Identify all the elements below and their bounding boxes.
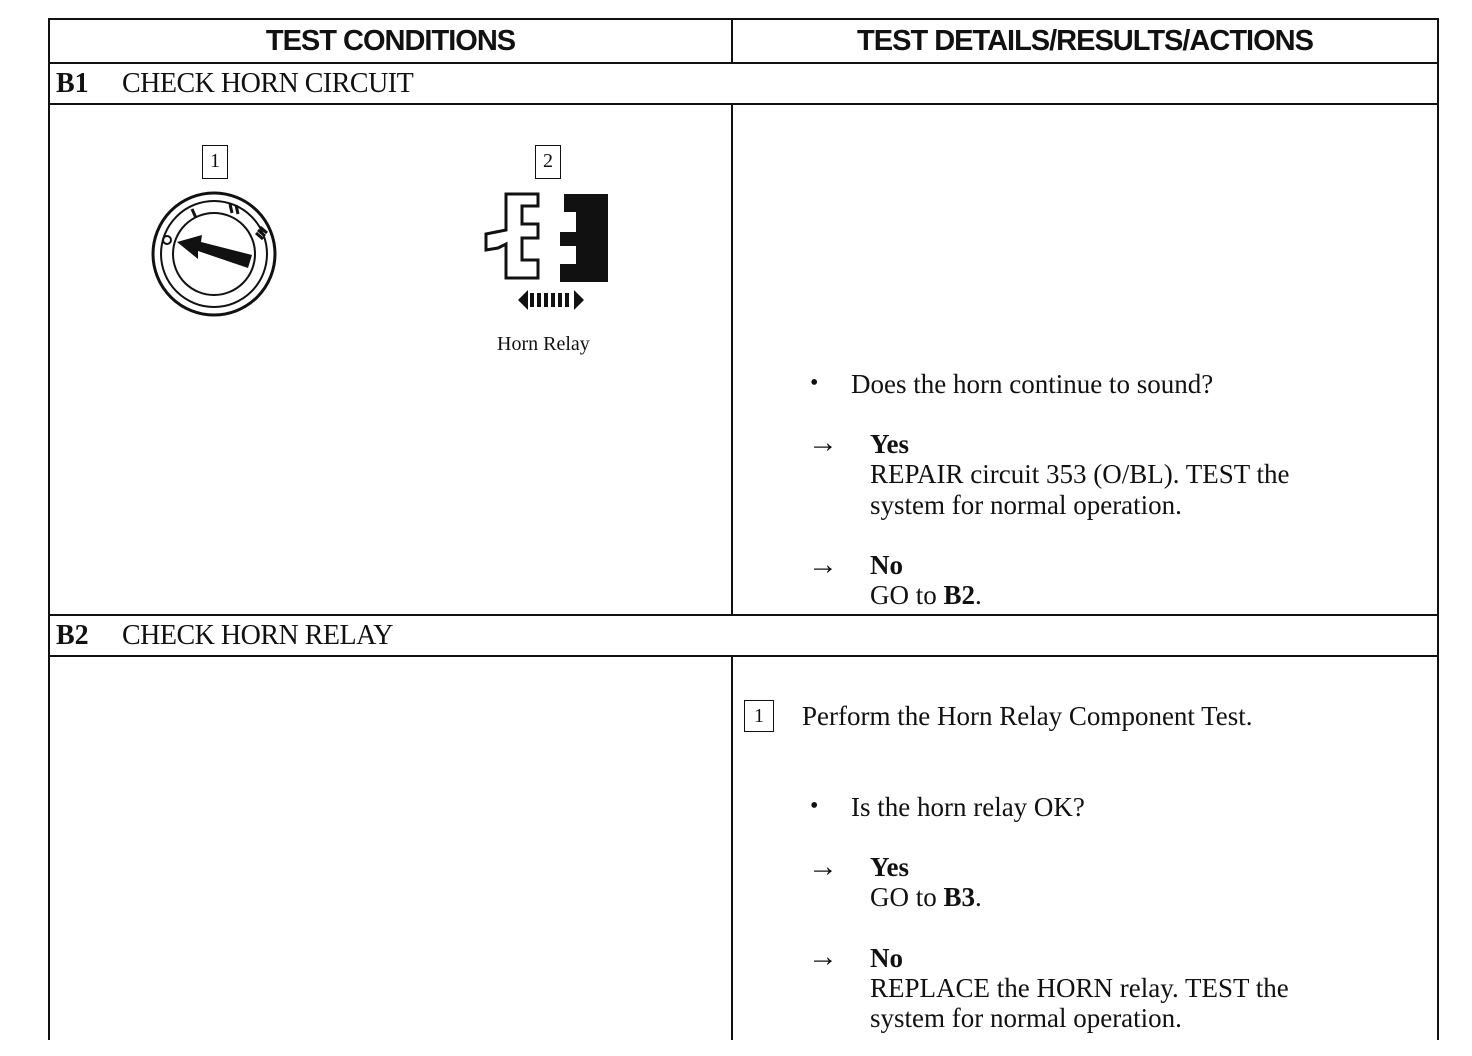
b2-no-label: No <box>870 943 903 973</box>
b2-yes-text <box>870 882 982 912</box>
callout-1: 1 <box>202 145 228 179</box>
b2-no-text-2: system for normal operation. <box>870 1003 1182 1033</box>
column-divider-b1 <box>731 103 733 616</box>
b1-yes-label: Yes <box>870 429 909 459</box>
table-border-left <box>48 18 50 1040</box>
bullet-icon: • <box>810 370 819 396</box>
relay-disconnect-icon <box>482 190 614 316</box>
step-id: B1 <box>56 68 89 99</box>
b1-no-text <box>870 580 982 610</box>
action-callout-1: 1 <box>744 700 774 732</box>
go-suffix: . <box>975 580 982 610</box>
ignition-switch-icon <box>148 190 280 318</box>
header-test-conditions: TEST CONDITIONS <box>265 24 516 57</box>
go-target-link[interactable]: B3 <box>943 882 976 912</box>
bullet-icon: • <box>810 793 819 819</box>
b1-question: Does the horn continue to sound? <box>851 369 1214 399</box>
callout-2: 2 <box>535 145 561 179</box>
step-b2-title <box>56 616 393 656</box>
arrow-right-icon: → <box>808 850 838 883</box>
step-id: B2 <box>56 620 89 651</box>
header-test-details: TEST DETAILS/RESULTS/ACTIONS <box>857 24 1313 57</box>
arrow-right-icon: → <box>808 426 838 459</box>
b1-yes-text-1: REPAIR circuit 353 (O/BL). TEST the <box>870 459 1290 489</box>
go-prefix: GO to <box>870 882 944 912</box>
horn-relay-caption: Horn Relay <box>497 333 590 355</box>
arrow-right-icon: → <box>808 548 838 581</box>
go-suffix: . <box>975 882 982 912</box>
b2-yes-label: Yes <box>870 852 909 882</box>
b1-yes-text-2: system for normal operation. <box>870 490 1182 520</box>
b2-action: Perform the Horn Relay Component Test. <box>802 701 1253 731</box>
table-border-right <box>1437 18 1439 1040</box>
step-name: CHECK HORN RELAY <box>122 620 393 651</box>
step-name: CHECK HORN CIRCUIT <box>122 68 414 99</box>
b2-no-text-1: REPLACE the HORN relay. TEST the <box>870 973 1289 1003</box>
go-prefix: GO to <box>870 580 944 610</box>
b1-no-label: No <box>870 550 903 580</box>
arrow-right-icon: → <box>808 940 838 973</box>
column-divider-b2 <box>731 655 733 1040</box>
go-target-link[interactable]: B2 <box>943 580 976 610</box>
step-b1-title <box>56 64 413 104</box>
b2-question: Is the horn relay OK? <box>851 792 1085 822</box>
